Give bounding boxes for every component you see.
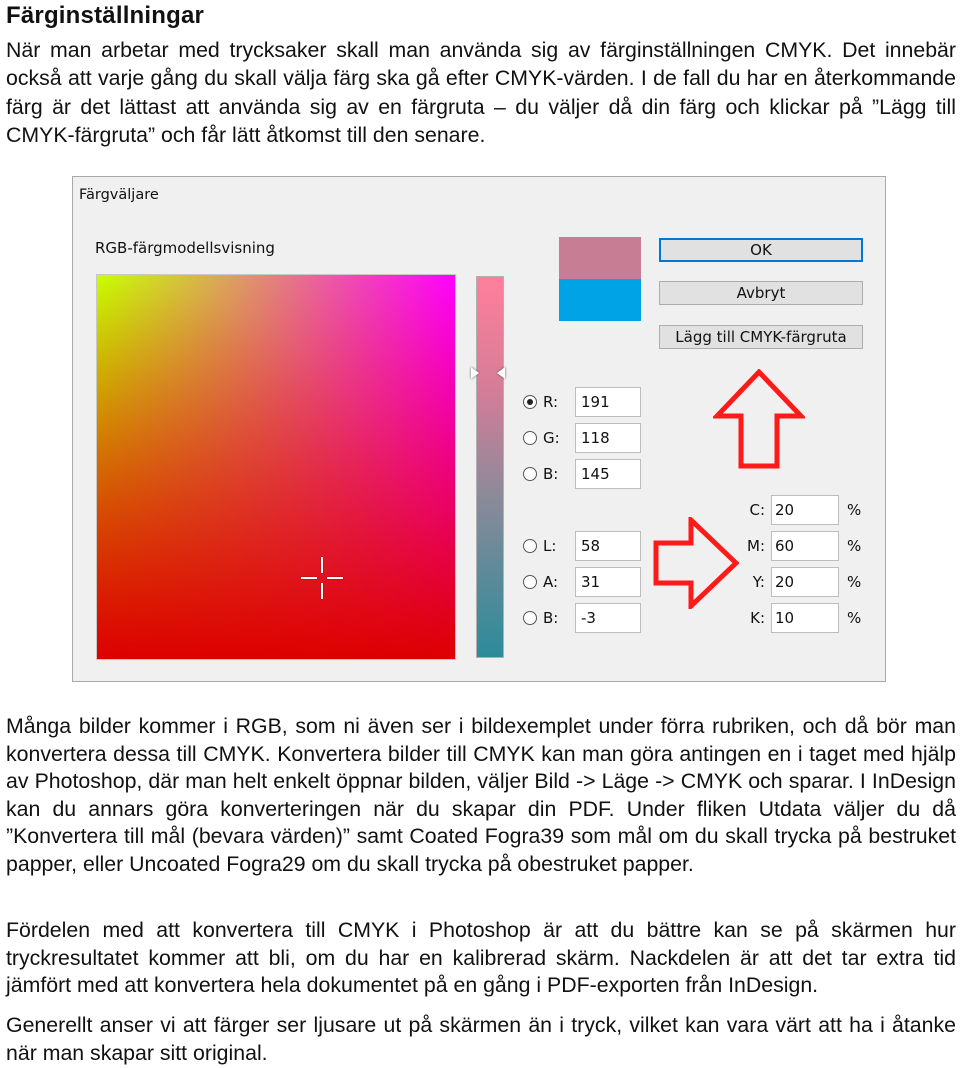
radio-lab-b[interactable] [523, 611, 537, 625]
rgb-b-input[interactable] [575, 459, 641, 489]
rgb-g-label: G: [543, 429, 560, 447]
cmyk-m-unit: % [847, 537, 862, 555]
cmyk-c-input[interactable] [771, 495, 839, 525]
slider-handle-right-icon[interactable] [497, 367, 505, 379]
cmyk-m-input[interactable] [771, 531, 839, 561]
rgb-r-input[interactable] [575, 387, 641, 417]
rgb-b-label: B: [543, 465, 559, 483]
color-model-label: RGB-färgmodellsvisning [95, 239, 275, 257]
cmyk-m-label: M: [747, 537, 765, 555]
body-paragraph: Många bilder kommer i RGB, som ni även ser i bildexemplet under förra rubriken, och då bör man konvertera dessa till CMYK. Konvertera bilder till CMYK kan man göra antingen en i taget med hjälp av Photoshop, där man helt enkelt öppnar bilden, väljer Bild -> Läge -> CMYK och sparar. I InDesign kan du annars göra konverteringen när du skapar din PDF. Under fliken Utdata väljer du då ”Konvertera till mål (bevara värden)” samt Coated Fogra39 som mål om du skall trycka på bestruket papper, eller Uncoated Fogra29 om du skall trycka på obestruket papper. [6, 714, 956, 876]
intro-paragraph: När man arbetar med trycksaker skall man använda sig av färginställningen CMYK. Det innebär också att varje gång du skall välja färg ska gå efter CMYK-värden. I de fall du har en återkommande färg är det lättast att använda sig av en färgruta – du väljer då din färg och klickar på ”Lägg till CMYK-färgruta” och får lätt åtkomst till den senare. [6, 38, 956, 147]
lab-l-input[interactable] [575, 531, 641, 561]
color-field[interactable] [97, 275, 455, 659]
ok-button[interactable]: OK [659, 238, 863, 262]
lab-b-input[interactable] [575, 603, 641, 633]
color-picker-dialog [72, 176, 886, 682]
body-paragraph: Fördelen med att konvertera till CMYK i Photoshop är att du bättre kan se på skärmen hur tryckresultatet kommer att bli, om du har en kalibrerad skärm. Nackdelen är att det tar extra tid jämfört med att konvertera hela dokumentet på en gång i PDF-exporten från InDesign. [6, 918, 956, 998]
cancel-button[interactable]: Avbryt [659, 281, 863, 305]
radio-r[interactable] [523, 395, 537, 409]
radio-b[interactable] [523, 467, 537, 481]
cmyk-k-unit: % [847, 609, 862, 627]
radio-a[interactable] [523, 575, 537, 589]
cmyk-y-label: Y: [752, 573, 765, 591]
color-slider[interactable] [477, 277, 503, 657]
annotation-arrow-up-icon [713, 369, 805, 469]
annotation-arrow-right-icon [653, 517, 739, 609]
new-color-swatch [559, 237, 641, 279]
add-cmyk-swatch-button[interactable]: Lägg till CMYK-färgruta [659, 325, 863, 349]
cmyk-y-unit: % [847, 573, 862, 591]
lab-a-input[interactable] [575, 567, 641, 597]
dialog-title: Färgväljare [79, 187, 159, 203]
lab-l-label: L: [543, 537, 557, 555]
cmyk-k-input[interactable] [771, 603, 839, 633]
color-field-shade [97, 275, 455, 659]
cmyk-k-label: K: [750, 609, 765, 627]
radio-g[interactable] [523, 431, 537, 445]
radio-l[interactable] [523, 539, 537, 553]
crosshair-cursor-icon[interactable] [299, 555, 345, 601]
lab-a-label: A: [543, 573, 559, 591]
page-title: Färginställningar [6, 2, 205, 29]
lab-b-label: B: [543, 609, 559, 627]
slider-handle-left-icon[interactable] [471, 367, 479, 379]
rgb-r-label: R: [543, 393, 559, 411]
current-color-swatch [559, 279, 641, 321]
cmyk-c-unit: % [847, 501, 862, 519]
cmyk-y-input[interactable] [771, 567, 839, 597]
cmyk-c-label: C: [749, 501, 765, 519]
rgb-g-input[interactable] [575, 423, 641, 453]
body-paragraph: Generellt anser vi att färger ser ljusare ut på skärmen än i tryck, vilket kan vara värt att ha i åtanke när man skapar sitt original. [6, 1013, 956, 1065]
